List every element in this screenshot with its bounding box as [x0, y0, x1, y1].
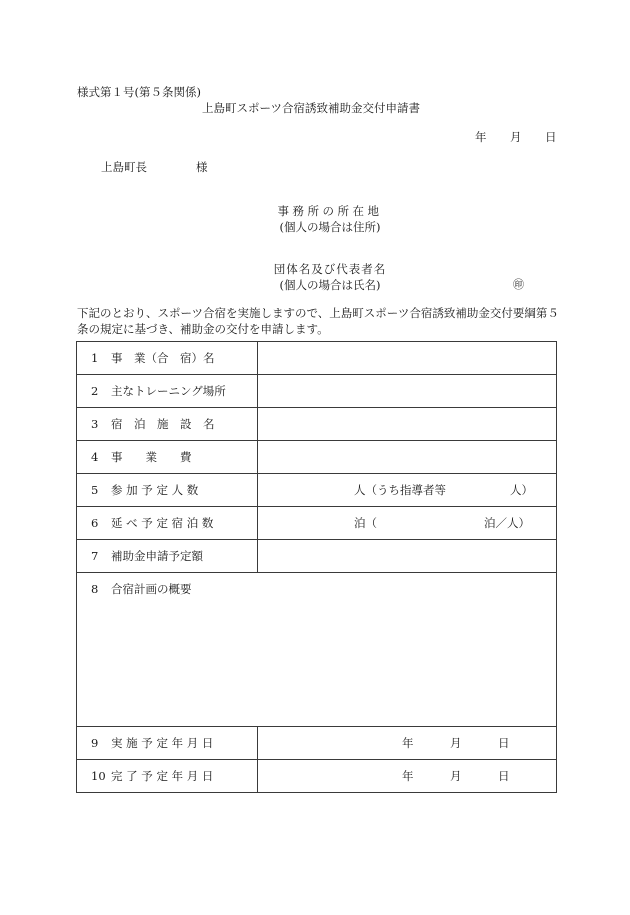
office-address-note: (個人の場合は住所)	[279, 220, 381, 234]
row-number: 6	[91, 516, 99, 530]
date-day: 日	[545, 130, 557, 144]
training-location-field[interactable]	[258, 375, 557, 408]
row-label-text: 実 施 予 定 年 月 日	[111, 736, 214, 750]
end-date-field[interactable]	[258, 760, 557, 793]
row-number: 3	[91, 417, 99, 431]
date-month: 月	[510, 130, 522, 144]
table-row	[77, 441, 557, 474]
office-address-label: 事務所の所在地	[277, 204, 383, 218]
lodging-facility-field[interactable]	[258, 408, 557, 441]
start-month: 月	[450, 736, 462, 750]
start-day: 日	[498, 736, 510, 750]
row-label-text: 合宿計画の概要	[111, 582, 192, 596]
end-day: 日	[498, 769, 510, 783]
representative-label: 団体名及び代表者名	[273, 262, 387, 276]
row-number: 10	[91, 769, 106, 783]
table-row	[77, 375, 557, 408]
form-number: 様式第１号(第５条関係)	[77, 85, 201, 99]
row-number: 8	[91, 582, 99, 596]
row-number: 5	[91, 483, 99, 497]
project-cost-field[interactable]	[258, 441, 557, 474]
table-row	[77, 342, 557, 375]
nights-unit: 泊（	[354, 516, 377, 530]
row-number: 2	[91, 384, 99, 398]
row-label-text: 参 加 予 定 人 数	[111, 483, 199, 497]
row-label	[77, 342, 258, 375]
participants-field[interactable]	[258, 474, 557, 507]
table-row	[77, 727, 557, 760]
table-row	[77, 474, 557, 507]
table-row	[77, 408, 557, 441]
row-label	[77, 507, 258, 540]
table-row	[77, 507, 557, 540]
participants-unit: 人（うち指導者等	[354, 483, 446, 497]
representative-note: (個人の場合は氏名)	[279, 278, 381, 292]
row-label-text: 事 業 費	[111, 450, 192, 464]
intro-paragraph: 下記のとおり、スポーツ合宿を実施しますので、上島町スポーツ合宿誘致補助金交付要綱第５条の規定に基づき、補助金の交付を申請します。	[77, 306, 559, 336]
instructors-unit: 人）	[510, 483, 533, 497]
row-label	[77, 408, 258, 441]
row-label-text: 宿 泊 施 設 名	[111, 417, 215, 431]
document-title: 上島町スポーツ合宿誘致補助金交付申請書	[202, 101, 421, 115]
table-row	[77, 540, 557, 573]
row-label	[77, 540, 258, 573]
row-label-text: 主なトレーニング場所	[111, 384, 226, 398]
application-table	[76, 341, 557, 793]
event-name-field[interactable]	[258, 342, 557, 375]
table-row	[77, 573, 557, 727]
start-date-field[interactable]	[258, 727, 557, 760]
row-number: 7	[91, 549, 99, 563]
addressee-suffix: 様	[196, 160, 208, 174]
nights-per-person-unit: 泊／人）	[484, 516, 530, 530]
row-number: 9	[91, 736, 99, 750]
seal-mark: ㊞	[513, 278, 524, 291]
row-label	[77, 375, 258, 408]
subsidy-amount-field[interactable]	[258, 540, 557, 573]
total-nights-field[interactable]	[258, 507, 557, 540]
end-year: 年	[402, 769, 414, 783]
camp-plan-field[interactable]	[77, 573, 557, 727]
row-label	[77, 474, 258, 507]
row-number: 4	[91, 450, 99, 464]
row-label	[77, 441, 258, 474]
row-number: 1	[91, 351, 99, 365]
start-year: 年	[402, 736, 414, 750]
end-month: 月	[450, 769, 462, 783]
row-label-text: 完 了 予 定 年 月 日	[111, 769, 214, 783]
row-label-text: 補助金申請予定額	[111, 549, 203, 563]
date-year: 年	[475, 130, 487, 144]
row-label	[77, 727, 258, 760]
table-row	[77, 760, 557, 793]
row-label	[77, 760, 258, 793]
addressee-name: 上島町長	[101, 160, 147, 174]
row-label-text: 事 業（合 宿）名	[111, 351, 215, 365]
row-label-text: 延 べ 予 定 宿 泊 数	[111, 516, 214, 530]
